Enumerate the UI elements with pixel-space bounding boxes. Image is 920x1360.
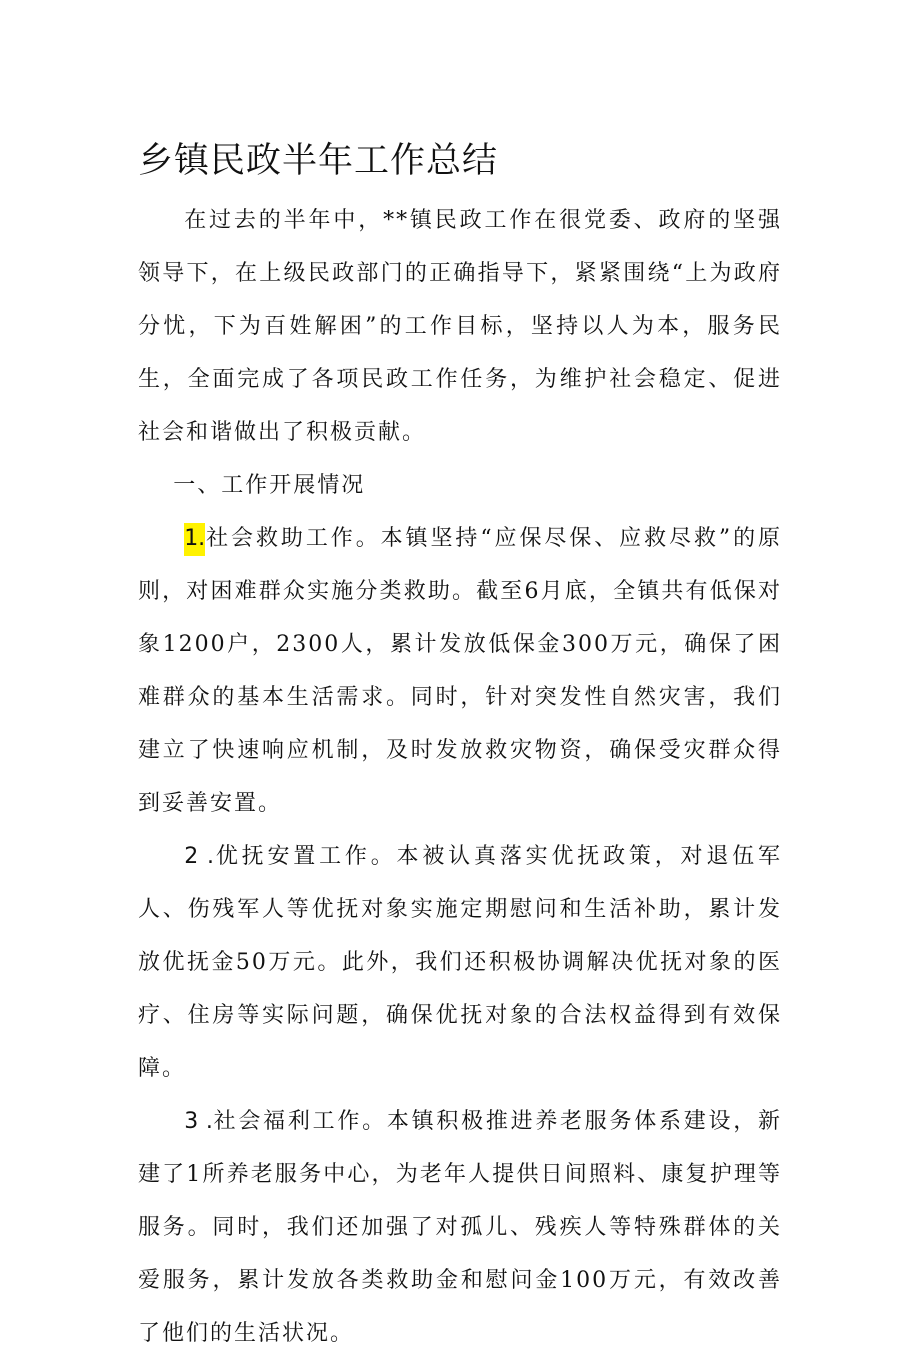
item-social-assistance-text: 社会救助工作。本镇坚持“应保尽保、应救尽救”的原则，对困难群众实施分类救助。截至6月底，全镇共有低保对象1200户，2300人，累计发放低保金300万元，确保了困难群众的基本生活需求。同时，针对突发性自然灾害，我们建立了快速响应机制，及时发放救灾物资，确保受灾群众得到妥善安置。 [138, 526, 782, 816]
item-special-care-text: 优抚安置工作。本被认真落实优抚政策，对退伍军人、伤残军人等优抚对象实施定期慰问和生活补助，累计发放优抚金50万元。此外，我们还积极协调解决优抚对象的医疗、住房等实际问题，确保优抚对象的合法权益得到有效保障。 [138, 844, 782, 1081]
item-social-assistance [138, 512, 782, 830]
highlighted-item-number: 1. [184, 523, 205, 556]
item-special-care [138, 830, 782, 1095]
item-number: 3 . [184, 1109, 213, 1134]
document-title: 乡镇民政半年工作总结 [138, 141, 499, 181]
item-social-welfare [138, 1095, 782, 1360]
intro-paragraph: 在过去的半年中，**镇民政工作在很党委、政府的坚强领导下，在上级民政部门的正确指导下，紧紧围绕“上为政府分忧，下为百姓解困”的工作目标，坚持以人为本，服务民生，全面完成了各项民政工作任务，为维护社会稳定、促进社会和谐做出了积极贡献。 [138, 208, 782, 445]
section-heading-work-status: 一、工作开展情况 [173, 473, 366, 498]
item-number: 2 . [184, 844, 214, 869]
document-body [138, 194, 782, 1360]
item-social-welfare-text: 社会福利工作。本镇积极推进养老服务体系建设，新建了1所养老服务中心，为老年人提供日间照料、康复护理等服务。同时，我们还加强了对孤儿、残疾人等特殊群体的关爱服务，累计发放各类救助金和慰问金100万元，有效改善了他们的生活状况。 [138, 1109, 782, 1346]
